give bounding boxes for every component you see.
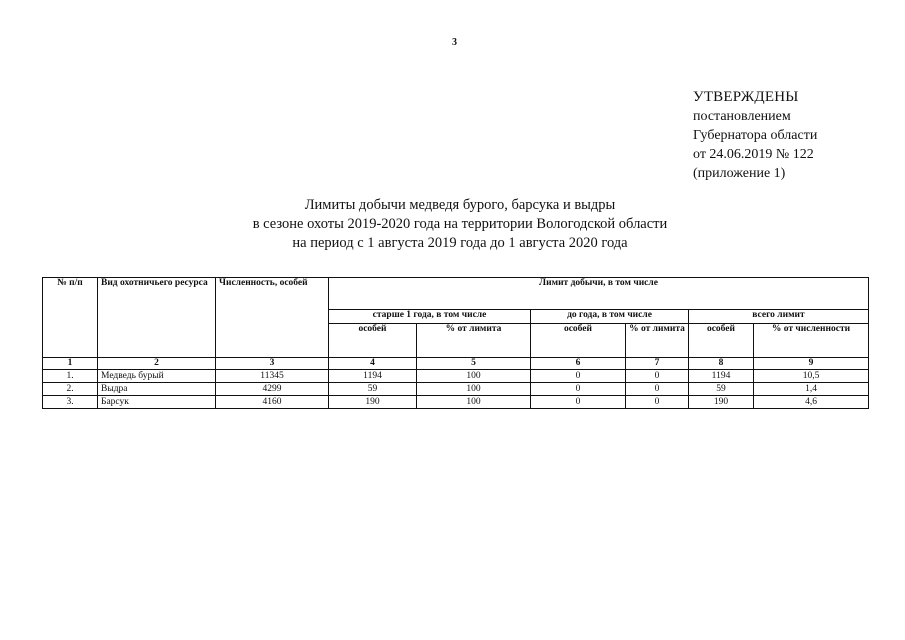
table-row <box>43 383 869 396</box>
total-pct: 10,5 <box>754 370 869 383</box>
header-younger-pct: % от лимита <box>626 324 689 358</box>
total-count: 59 <box>689 383 754 396</box>
header-population: Численность, особей <box>216 278 329 358</box>
header-older-count: особей <box>329 324 417 358</box>
older-pct: 100 <box>417 383 531 396</box>
column-number: 4 <box>329 358 417 370</box>
title-line-1: Лимиты добычи медведя бурого, барсука и выдры <box>304 197 616 213</box>
younger-pct: 0 <box>626 396 689 409</box>
table-header <box>43 278 869 370</box>
species-name: Выдра <box>98 383 216 396</box>
population-value: 4299 <box>216 383 329 396</box>
older-count: 1194 <box>329 370 417 383</box>
total-pct: 4,6 <box>754 396 869 409</box>
population-value: 4160 <box>216 396 329 409</box>
column-number: 8 <box>689 358 754 370</box>
column-number: 9 <box>754 358 869 370</box>
column-number: 1 <box>43 358 98 370</box>
header-older: старше 1 года, в том числе <box>329 310 531 324</box>
total-pct: 1,4 <box>754 383 869 396</box>
approval-line-3: от 24.06.2019 № 122 <box>693 147 814 162</box>
header-limit: Лимит добычи, в том числе <box>329 278 869 310</box>
header-younger: до года, в том числе <box>531 310 689 324</box>
column-number-row <box>43 358 869 370</box>
title-line-3: на период с 1 августа 2019 года до 1 августа 2020 года <box>292 235 628 251</box>
younger-count: 0 <box>531 370 626 383</box>
table-body <box>43 370 869 409</box>
header-total: всего лимит <box>689 310 869 324</box>
header-num: № п/п <box>43 278 98 358</box>
title-line-2: в сезоне охоты 2019-2020 года на территории Вологодской области <box>252 216 668 232</box>
species-name: Барсук <box>98 396 216 409</box>
header-younger-count: особей <box>531 324 626 358</box>
table-row <box>43 396 869 409</box>
row-number: 2. <box>43 383 98 396</box>
column-number: 3 <box>216 358 329 370</box>
approval-line-2: Губернатора области <box>693 128 818 143</box>
younger-count: 0 <box>531 383 626 396</box>
page-number: 3 <box>452 37 457 48</box>
approval-block <box>693 88 817 183</box>
column-number: 7 <box>626 358 689 370</box>
document-title <box>160 196 760 253</box>
total-count: 190 <box>689 396 754 409</box>
header-species: Вид охотничьего ресурса <box>98 278 216 358</box>
total-count: 1194 <box>689 370 754 383</box>
younger-pct: 0 <box>626 383 689 396</box>
population-value: 11345 <box>216 370 329 383</box>
header-older-pct: % от лимита <box>417 324 531 358</box>
approval-title: УТВЕРЖДЕНЫ <box>693 89 799 105</box>
younger-pct: 0 <box>626 370 689 383</box>
approval-line-4: (приложение 1) <box>693 166 786 181</box>
row-number: 3. <box>43 396 98 409</box>
row-number: 1. <box>43 370 98 383</box>
older-pct: 100 <box>417 370 531 383</box>
species-name: Медведь бурый <box>98 370 216 383</box>
column-number: 5 <box>417 358 531 370</box>
approval-line-1: постановлением <box>693 109 791 124</box>
header-total-count: особей <box>689 324 754 358</box>
table-row <box>43 370 869 383</box>
column-number: 6 <box>531 358 626 370</box>
older-pct: 100 <box>417 396 531 409</box>
older-count: 59 <box>329 383 417 396</box>
column-number: 2 <box>98 358 216 370</box>
limits-table <box>42 277 869 409</box>
younger-count: 0 <box>531 396 626 409</box>
older-count: 190 <box>329 396 417 409</box>
header-total-pct: % от численности <box>754 324 869 358</box>
